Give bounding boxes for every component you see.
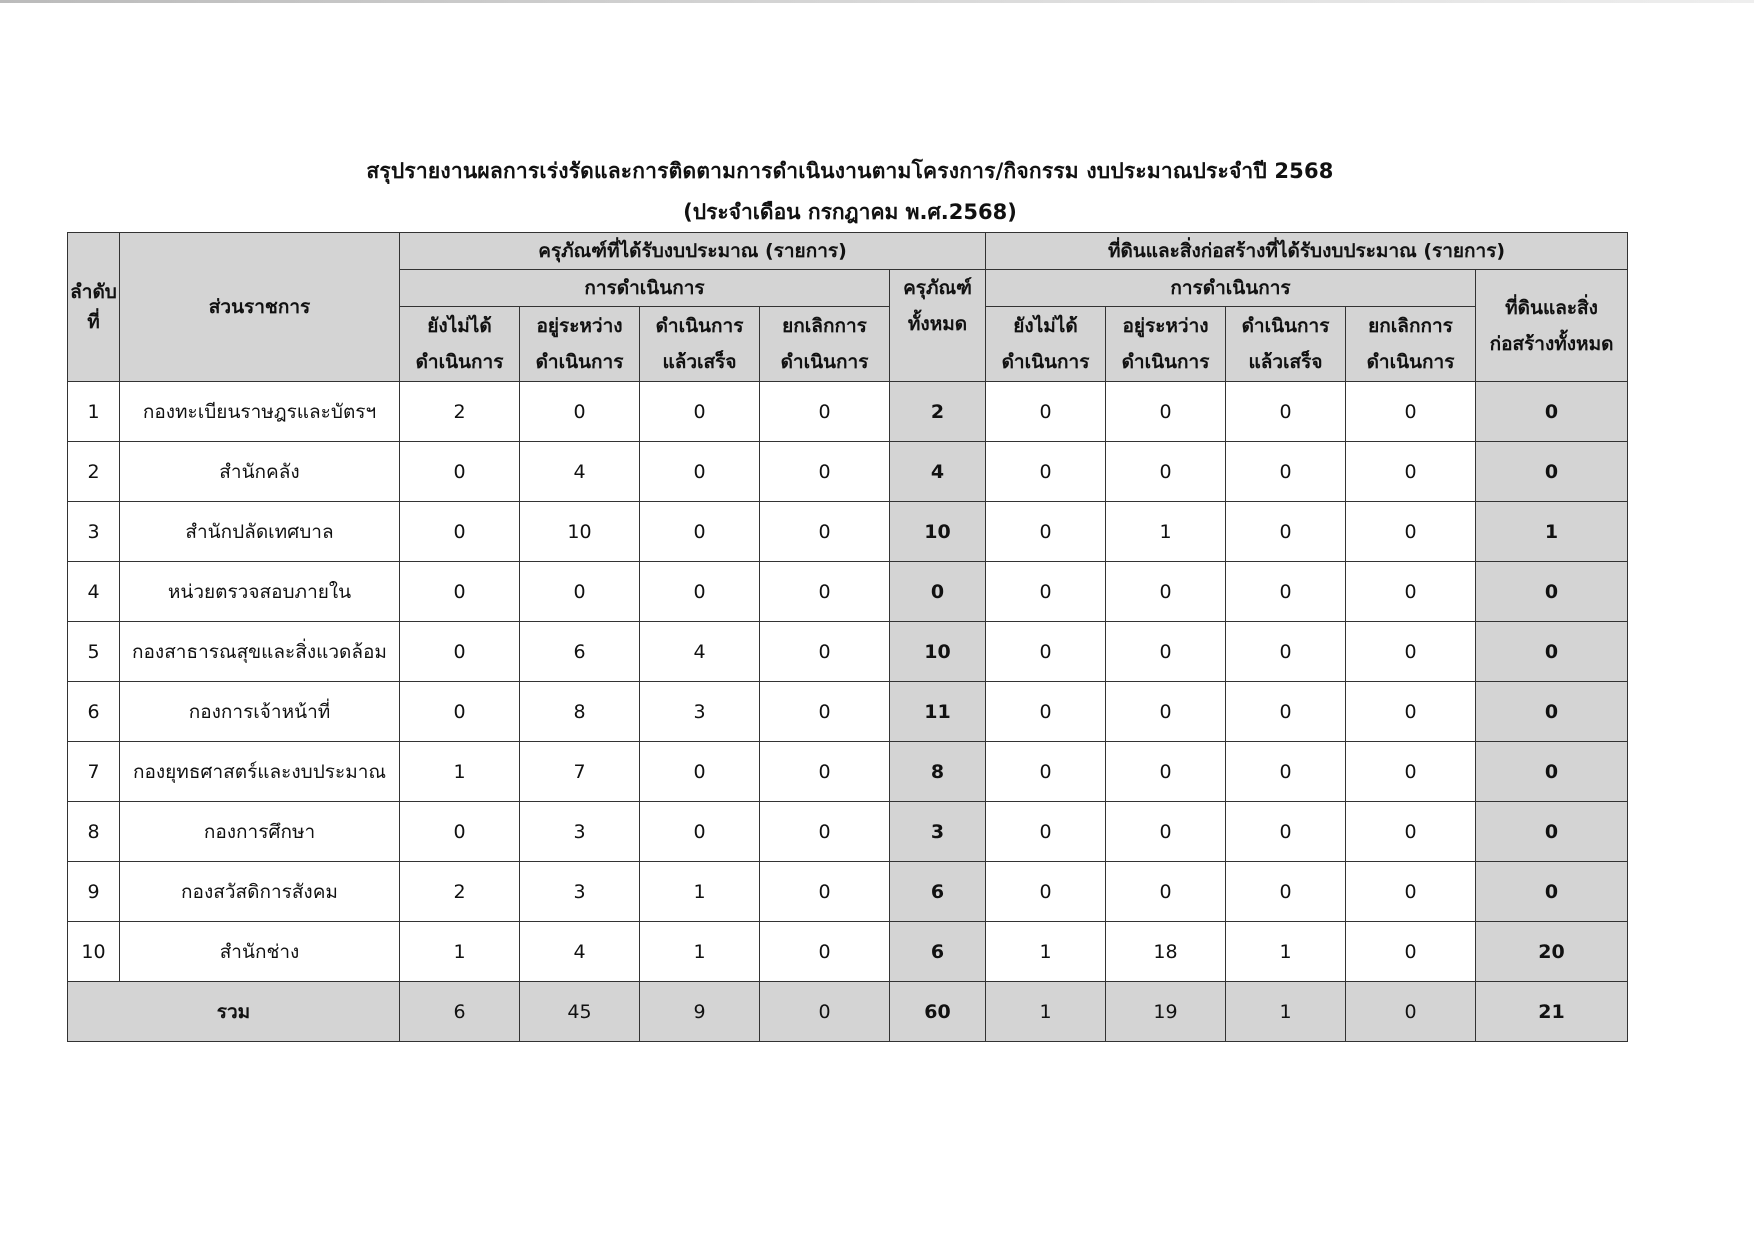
table-row [68,862,1628,922]
header-land-cancelled: ยกเลิกการดำเนินการ [1346,307,1476,382]
row-equipment-completed: 1 [640,862,760,922]
row-land-not-started: 1 [986,922,1106,982]
table-row [68,382,1628,442]
row-agency: กองยุทธศาสตร์และงบประมาณ [120,742,400,802]
row-equipment-completed: 1 [640,922,760,982]
row-land-total: 1 [1476,502,1628,562]
row-equipment-total: 4 [890,442,986,502]
total-row [68,982,1628,1042]
row-equipment-cancelled: 0 [760,502,890,562]
row-land-cancelled: 0 [1346,862,1476,922]
row-equipment-total: 0 [890,562,986,622]
row-equipment-in-progress: 8 [520,682,640,742]
table-row [68,502,1628,562]
row-no: 5 [68,622,120,682]
table-row [68,442,1628,502]
row-land-not-started: 0 [986,862,1106,922]
row-land-cancelled: 0 [1346,802,1476,862]
row-land-completed: 0 [1226,502,1346,562]
row-land-total: 0 [1476,382,1628,442]
row-no: 7 [68,742,120,802]
row-equipment-total: 8 [890,742,986,802]
table-row [68,562,1628,622]
row-no: 8 [68,802,120,862]
row-equipment-completed: 0 [640,442,760,502]
row-equipment-cancelled: 0 [760,862,890,922]
row-no: 9 [68,862,120,922]
row-agency: กองการศึกษา [120,802,400,862]
row-agency: กองสวัสดิการสังคม [120,862,400,922]
row-no: 3 [68,502,120,562]
row-land-completed: 1 [1226,922,1346,982]
row-land-completed: 0 [1226,742,1346,802]
header-equipment-operation: การดำเนินการ [400,270,890,307]
row-equipment-total: 6 [890,922,986,982]
row-equipment-completed: 3 [640,682,760,742]
header-land-total: ที่ดินและสิ่งก่อสร้างทั้งหมด [1476,270,1628,382]
row-equipment-cancelled: 0 [760,922,890,982]
row-agency: สำนักช่าง [120,922,400,982]
total-equipment-total: 60 [890,982,986,1042]
row-equipment-cancelled: 0 [760,382,890,442]
row-equipment-total: 3 [890,802,986,862]
row-land-not-started: 0 [986,442,1106,502]
header-equipment-cancelled: ยกเลิกการดำเนินการ [760,307,890,382]
row-land-completed: 0 [1226,682,1346,742]
total-land-completed: 1 [1226,982,1346,1042]
total-land-total: 21 [1476,982,1628,1042]
row-equipment-completed: 0 [640,502,760,562]
row-equipment-in-progress: 0 [520,562,640,622]
row-equipment-in-progress: 4 [520,442,640,502]
row-equipment-completed: 0 [640,562,760,622]
row-land-cancelled: 0 [1346,622,1476,682]
row-land-cancelled: 0 [1346,502,1476,562]
row-land-not-started: 0 [986,382,1106,442]
row-equipment-not-started: 0 [400,682,520,742]
row-land-cancelled: 0 [1346,922,1476,982]
row-equipment-cancelled: 0 [760,802,890,862]
row-equipment-completed: 4 [640,622,760,682]
header-equipment-total: ครุภัณฑ์ทั้งหมด [890,270,986,382]
header-equipment-not-started: ยังไม่ได้ดำเนินการ [400,307,520,382]
row-land-total: 0 [1476,862,1628,922]
row-land-cancelled: 0 [1346,682,1476,742]
row-equipment-total: 11 [890,682,986,742]
row-land-in-progress: 0 [1106,622,1226,682]
header-equipment-in-progress: อยู่ระหว่างดำเนินการ [520,307,640,382]
row-agency: กองสาธารณสุขและสิ่งแวดล้อม [120,622,400,682]
row-land-total: 0 [1476,442,1628,502]
row-no: 4 [68,562,120,622]
row-land-completed: 0 [1226,562,1346,622]
row-no: 1 [68,382,120,442]
row-land-in-progress: 1 [1106,502,1226,562]
table-row [68,802,1628,862]
row-equipment-cancelled: 0 [760,622,890,682]
row-land-cancelled: 0 [1346,442,1476,502]
row-equipment-not-started: 0 [400,562,520,622]
header-land-not-started: ยังไม่ได้ดำเนินการ [986,307,1106,382]
row-land-in-progress: 18 [1106,922,1226,982]
row-land-not-started: 0 [986,682,1106,742]
total-equipment-cancelled: 0 [760,982,890,1042]
row-no: 10 [68,922,120,982]
row-land-total: 0 [1476,682,1628,742]
row-equipment-not-started: 0 [400,442,520,502]
row-equipment-not-started: 1 [400,742,520,802]
row-land-not-started: 0 [986,802,1106,862]
total-land-in-progress: 19 [1106,982,1226,1042]
row-land-in-progress: 0 [1106,562,1226,622]
table-row [68,622,1628,682]
row-land-total: 0 [1476,742,1628,802]
row-land-in-progress: 0 [1106,382,1226,442]
row-equipment-not-started: 1 [400,922,520,982]
row-land-not-started: 0 [986,502,1106,562]
row-agency: หน่วยตรวจสอบภายใน [120,562,400,622]
header-land-operation: การดำเนินการ [986,270,1476,307]
table-row [68,922,1628,982]
header-equipment-completed: ดำเนินการแล้วเสร็จ [640,307,760,382]
row-land-completed: 0 [1226,442,1346,502]
row-equipment-in-progress: 3 [520,862,640,922]
row-equipment-not-started: 0 [400,802,520,862]
row-land-in-progress: 0 [1106,442,1226,502]
report-title: สรุปรายงานผลการเร่งรัดและการติดตามการดำเนินงานตามโครงการ/กิจกรรม งบประมาณประจำปี 2568 [366,159,1334,183]
total-land-not-started: 1 [986,982,1106,1042]
row-equipment-cancelled: 0 [760,562,890,622]
row-no: 6 [68,682,120,742]
row-equipment-cancelled: 0 [760,442,890,502]
header-land-completed: ดำเนินการแล้วเสร็จ [1226,307,1346,382]
row-land-in-progress: 0 [1106,802,1226,862]
row-equipment-in-progress: 10 [520,502,640,562]
row-land-cancelled: 0 [1346,742,1476,802]
row-equipment-in-progress: 6 [520,622,640,682]
row-equipment-in-progress: 4 [520,922,640,982]
row-equipment-completed: 0 [640,742,760,802]
row-land-total: 20 [1476,922,1628,982]
total-label: รวม [68,982,400,1042]
row-equipment-in-progress: 3 [520,802,640,862]
header-land-group: ที่ดินและสิ่งก่อสร้างที่ได้รับงบประมาณ (รายการ) [986,233,1628,270]
total-equipment-in-progress: 45 [520,982,640,1042]
row-no: 2 [68,442,120,502]
row-equipment-total: 10 [890,502,986,562]
row-land-in-progress: 0 [1106,742,1226,802]
row-land-completed: 0 [1226,382,1346,442]
row-equipment-cancelled: 0 [760,682,890,742]
row-land-completed: 0 [1226,622,1346,682]
row-land-not-started: 0 [986,742,1106,802]
row-agency: สำนักปลัดเทศบาล [120,502,400,562]
row-land-in-progress: 0 [1106,862,1226,922]
row-land-completed: 0 [1226,802,1346,862]
header-agency: ส่วนราชการ [120,233,400,382]
header-land-in-progress: อยู่ระหว่างดำเนินการ [1106,307,1226,382]
row-equipment-not-started: 0 [400,622,520,682]
total-equipment-completed: 9 [640,982,760,1042]
table-row [68,682,1628,742]
total-land-cancelled: 0 [1346,982,1476,1042]
row-land-total: 0 [1476,562,1628,622]
row-equipment-completed: 0 [640,382,760,442]
header-equipment-group: ครุภัณฑ์ที่ได้รับงบประมาณ (รายการ) [400,233,986,270]
row-land-not-started: 0 [986,622,1106,682]
row-equipment-in-progress: 0 [520,382,640,442]
row-land-in-progress: 0 [1106,682,1226,742]
row-land-cancelled: 0 [1346,382,1476,442]
row-agency: สำนักคลัง [120,442,400,502]
row-land-cancelled: 0 [1346,562,1476,622]
report-table [67,232,1628,1042]
row-equipment-cancelled: 0 [760,742,890,802]
row-equipment-total: 6 [890,862,986,922]
report-subtitle: (ประจำเดือน กรกฎาคม พ.ศ.2568) [683,200,1017,224]
row-agency: กองการเจ้าหน้าที่ [120,682,400,742]
row-equipment-not-started: 2 [400,862,520,922]
row-equipment-not-started: 0 [400,502,520,562]
total-equipment-not-started: 6 [400,982,520,1042]
row-land-completed: 0 [1226,862,1346,922]
row-land-total: 0 [1476,622,1628,682]
page-edge [0,0,1754,3]
row-equipment-completed: 0 [640,802,760,862]
row-equipment-not-started: 2 [400,382,520,442]
row-equipment-in-progress: 7 [520,742,640,802]
row-equipment-total: 2 [890,382,986,442]
row-agency: กองทะเบียนราษฎรและบัตรฯ [120,382,400,442]
table-row [68,742,1628,802]
row-land-not-started: 0 [986,562,1106,622]
row-land-total: 0 [1476,802,1628,862]
header-no: ลำดับที่ [68,233,120,382]
row-equipment-total: 10 [890,622,986,682]
